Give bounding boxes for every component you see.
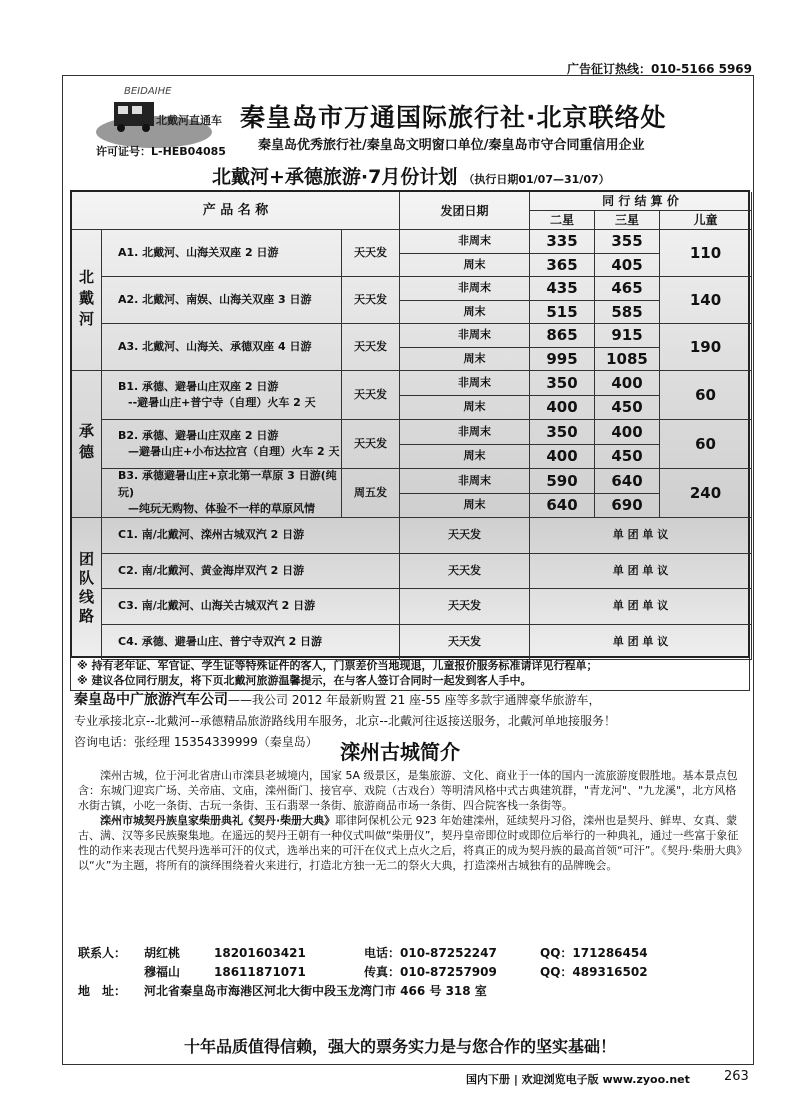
tour-subtitle: —纯玩无购物、体验不一样的草原风情: [128, 502, 315, 516]
tour-date: 天天发: [342, 230, 400, 277]
price-3star: 405: [595, 254, 660, 278]
tour-subtitle: —避暑山庄+小布达拉宫（自理）火车 2 天: [128, 445, 340, 458]
address-text: 河北省秦皇岛市海港区河北大街中段玉龙湾门市 466 号 318 室: [144, 984, 487, 998]
price-2star: 435: [530, 277, 595, 301]
price-2star: 350: [530, 420, 595, 445]
plan-period: （执行日期01/07—31/07）: [463, 173, 610, 186]
contact-row: [78, 963, 648, 980]
agency-tagline: 秦皇岛优秀旅行社/秦皇岛文明窗口单位/秦皇岛市守合同重信用企业: [258, 138, 645, 153]
tour-title: B3. 承德避暑山庄+京北第一草原 3 日游(纯玩): [118, 469, 337, 499]
day-type: 非周末: [400, 277, 530, 301]
tour-name: [102, 324, 342, 371]
price-3star: 450: [595, 445, 660, 470]
price-child: 110: [660, 230, 752, 277]
tour-date: 天天发: [342, 324, 400, 371]
price-2star: 400: [530, 445, 595, 470]
tour-subtitle: --避暑山庄+普宁寺（自理）火车 2 天: [128, 396, 316, 409]
note: ※ 持有老年证、军官证、学生证等特殊证件的客人，门票差价当地现退，儿童报价服务标准请详见行程单；: [77, 659, 598, 672]
day-type: 非周末: [400, 230, 530, 254]
price-3star: 1085: [595, 348, 660, 372]
header-child: 儿童: [660, 211, 752, 230]
price-2star: 515: [530, 301, 595, 325]
day-type: 非周末: [400, 324, 530, 348]
team-date: 天天发: [400, 589, 530, 625]
logo-bus-icon: [94, 80, 234, 150]
price-2star: 335: [530, 230, 595, 254]
day-type: 周末: [400, 254, 530, 278]
price-3star: 690: [595, 494, 660, 519]
page-number: 263: [724, 1069, 749, 1084]
footer-text: 国内下册 | 欢迎浏览电子版 www.zyoo.net: [466, 1073, 690, 1086]
price-3star: 450: [595, 396, 660, 421]
intro-paragraph: 耶律阿保机公元 923 年始建滦州，延续契丹习俗，滦州也是契丹、鲜卑、女真、蒙古、满、汉等多民族聚集地。在遥远的契丹王朝有一种仪式叫做“柴册仪”，契丹皇帝即位时或即位后举行的一种典礼，通过一些富于象征性的动作来表现古代契丹选举可汗的仪式，选举出来的可汗在仪式上点火之后，将真正的成为契丹族的最高首领“可汗”。《契丹·柴册大典》以“火”为主题，将所有的演绎围绕着火来进行，打造北方独一无二的祭火大典，打造滦州古城独有的品牌晚会。: [78, 814, 742, 872]
logo-text: 北戴河直通车: [156, 114, 222, 127]
price-2star: 865: [530, 324, 595, 348]
day-type: 周末: [400, 348, 530, 372]
price-2star: 590: [530, 469, 595, 494]
day-type: 周末: [400, 494, 530, 519]
group-team-label: 团队线路: [77, 551, 95, 627]
team-route-name: C3. 南/北戴河、山海关古城双汽 2 日游: [102, 589, 400, 625]
bus-company-name: 秦皇岛中广旅游汽车公司: [74, 692, 228, 708]
contact-mobile: 18611871071: [214, 965, 306, 979]
intro-title: 滦州古城简介: [340, 740, 460, 764]
tour-date: 周五发: [342, 469, 400, 518]
group-beidaihe: [72, 230, 102, 371]
qq-label: QQ：: [540, 946, 573, 960]
price-3star: 400: [595, 420, 660, 445]
price-3star: 465: [595, 277, 660, 301]
team-price: 单 团 单 议: [530, 554, 752, 590]
contact-name: 穆福山: [144, 965, 181, 979]
contact-mobile: 18201603421: [214, 946, 306, 960]
day-type: 非周末: [400, 371, 530, 396]
price-3star: 400: [595, 371, 660, 396]
price-3star: 585: [595, 301, 660, 325]
tour-name: [102, 277, 342, 324]
header-2star: 二星: [530, 211, 595, 230]
intro-subtitle: 滦州市城契丹族皇家柴册典礼《契丹·柴册大典》: [100, 814, 336, 827]
day-type: 周末: [400, 396, 530, 421]
price-child: 140: [660, 277, 752, 324]
day-type: 非周末: [400, 469, 530, 494]
agency-title: 秦皇岛市万通国际旅行社·北京联络处: [240, 103, 667, 132]
price-2star: 350: [530, 371, 595, 396]
fax-label: 传真：: [364, 965, 401, 979]
plan-title: [212, 162, 610, 189]
header-product: 产 品 名 称: [72, 192, 400, 230]
price-table: [70, 190, 750, 658]
tour-name: [102, 420, 342, 469]
team-route-name: C2. 南/北戴河、黄金海岸双汽 2 日游: [102, 554, 400, 590]
logo-arc-text: BEIDAIHE: [124, 86, 172, 97]
qq-number: 489316502: [572, 965, 648, 979]
intro-body: [78, 768, 746, 873]
qq-number: 171286454: [572, 946, 648, 960]
team-route-name: C4. 承德、避暑山庄、普宁寺双汽 2 日游: [102, 625, 400, 661]
team-date: 天天发: [400, 554, 530, 590]
price-child: 190: [660, 324, 752, 371]
team-price: 单 团 单 议: [530, 589, 752, 625]
group-chengde-label: 承德: [77, 423, 95, 465]
license-number: 许可证号：L-HEB04085: [96, 145, 226, 158]
plan-title-text: 北戴河+承德旅游·7月份计划: [212, 166, 458, 188]
price-3star: 355: [595, 230, 660, 254]
group-beidaihe-label: 北戴河: [77, 268, 95, 332]
team-date: 天天发: [400, 625, 530, 661]
note: ※ 建议各位同行朋友，将下页北戴河旅游温馨提示，在与客人签订合同时一起发到客人手中。: [77, 673, 532, 687]
header-price: 同 行 结 算 价: [530, 192, 752, 211]
tour-title: B1. 承德、避暑山庄双座 2 日游: [118, 379, 279, 393]
price-child: 240: [660, 469, 752, 518]
notes-box: [70, 658, 750, 691]
price-2star: 400: [530, 396, 595, 421]
price-child: 60: [660, 420, 752, 469]
qq-label: QQ：: [540, 965, 573, 979]
price-2star: 640: [530, 494, 595, 519]
price-3star: 640: [595, 469, 660, 494]
header-date: 发团日期: [400, 192, 530, 230]
price-child: 60: [660, 371, 752, 420]
price-3star: 915: [595, 324, 660, 348]
tour-name: [102, 230, 342, 277]
group-team: [72, 518, 102, 660]
tour-title: A2. 北戴河、南娱、山海关双座 3 日游: [118, 292, 312, 306]
day-type: 周末: [400, 445, 530, 470]
tour-date: 天天发: [342, 420, 400, 469]
tel-number: 010-87252247: [400, 946, 497, 960]
ad-phone: 咨询电话：张经理 15354339999（秦皇岛）: [74, 735, 318, 749]
contact-name: 胡红桃: [144, 946, 181, 960]
tour-title: A1. 北戴河、山海关双座 2 日游: [118, 245, 279, 259]
tour-name: [102, 371, 342, 420]
intro-paragraph: 滦州古城，位于河北省唐山市滦县老城境内，国家 5A 级景区，是集旅游、文化、商业于一体的国内一流旅游度假胜地。基本景点包含：东城门迎宾广场、关帝庙、文庙，滦州衙门、接官亭、戏院（古戏台）等明清风格中式古典建筑群，"青龙河"、"九龙溪"，北方风格水街古镇，小吃一条街、古玩一条街、玉石翡翠一条街、旅游商品市场一条街、四合院客栈一条街等。: [78, 769, 738, 812]
contact-row: [78, 944, 648, 961]
group-chengde: [72, 371, 102, 518]
header-3star: 三星: [595, 211, 660, 230]
day-type: 非周末: [400, 420, 530, 445]
day-type: 周末: [400, 301, 530, 325]
team-route-name: C1. 南/北戴河、滦州古城双汽 2 日游: [102, 518, 400, 554]
tour-date: 天天发: [342, 277, 400, 324]
tour-name: [102, 469, 342, 518]
address-label: 地 址：: [78, 984, 127, 998]
team-date: 天天发: [400, 518, 530, 554]
tour-title: B2. 承德、避暑山庄双座 2 日游: [118, 428, 279, 442]
fax-number: 010-87257909: [400, 965, 497, 979]
ad-line: ——我公司 2012 年最新购置 21 座-55 座等多款宇通牌豪华旅游车，: [228, 693, 601, 707]
tour-date: 天天发: [342, 371, 400, 420]
tel-label: 电话：: [364, 946, 401, 960]
price-2star: 995: [530, 348, 595, 372]
team-price: 单 团 单 议: [530, 625, 752, 661]
address-row: [78, 982, 487, 999]
ad-hotline: 广告征订热线：010-5166 5969: [566, 62, 752, 76]
contact-label: 联系人：: [78, 946, 127, 960]
tour-title: A3. 北戴河、山海关、承德双座 4 日游: [118, 339, 312, 353]
price-2star: 365: [530, 254, 595, 278]
team-price: 单 团 单 议: [530, 518, 752, 554]
ad-line: 专业承接北京--北戴河--承德精品旅游路线用车服务，北京--北戴河往返接送服务，北戴河单地接服务！: [74, 714, 616, 728]
slogan: 十年品质值得信赖，强大的票务实力是与您合作的坚实基础！: [183, 1037, 616, 1056]
